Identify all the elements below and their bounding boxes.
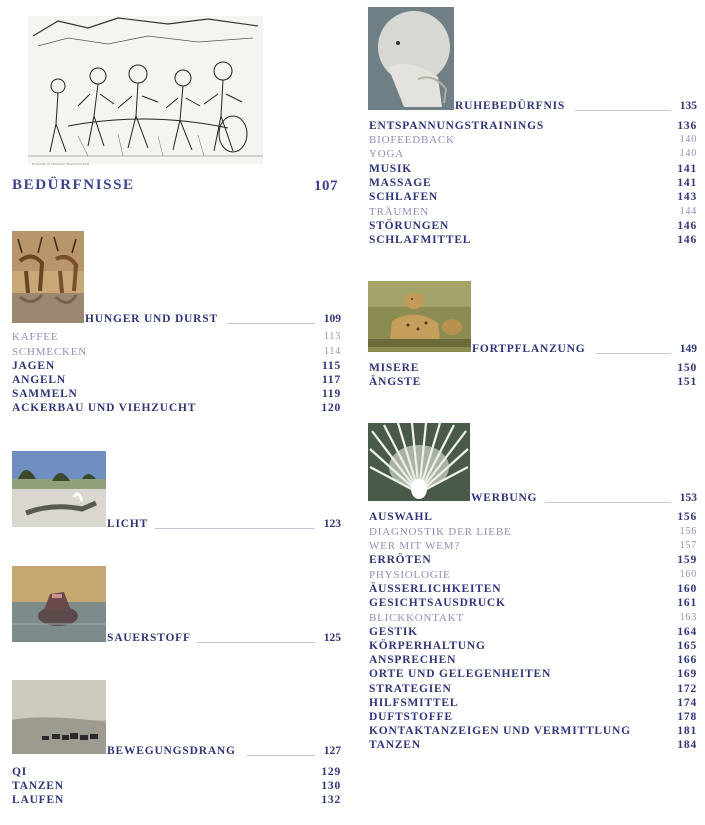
toc-entry-page: 119 [321, 388, 341, 400]
hippo-photo [12, 566, 106, 642]
lizard-photo [12, 451, 106, 527]
toc-entry-page: 151 [677, 376, 697, 388]
toc-entry[interactable] [369, 568, 697, 582]
toc-entry[interactable] [369, 653, 697, 667]
toc-entry-label: ANGELN [12, 374, 67, 386]
toc-entry[interactable] [369, 233, 697, 247]
section-fort-label: FORTPFLANZUNG [472, 343, 586, 355]
toc-entry-label: QI [12, 766, 28, 778]
woodcut-illustration [28, 16, 263, 164]
toc-entry-label: ORTE UND GELEGENHEITEN [369, 668, 552, 680]
toc-entry-label: DUFTSTOFFE [369, 711, 453, 723]
toc-entry-page: 174 [677, 697, 697, 709]
toc-entry[interactable] [369, 611, 697, 625]
toc-entry-page: 140 [679, 134, 697, 145]
section-licht[interactable] [107, 516, 341, 532]
section-sauerstoff-label: SAUERSTOFF [107, 632, 191, 644]
toc-entry-page: 164 [677, 626, 697, 638]
toc-entry-label: SCHLAFEN [369, 191, 439, 203]
toc-entry-page: 150 [677, 362, 697, 374]
toc-entry-label: SCHLAFMITTEL [369, 234, 472, 246]
toc-entry-label: AUSWAHL [369, 511, 433, 523]
leader-rule [575, 110, 671, 111]
section-werbung-page: 153 [679, 492, 697, 504]
toc-entry-page: 117 [321, 374, 341, 386]
cheetah-photo [368, 281, 471, 352]
toc-entry[interactable] [12, 793, 341, 807]
toc-entry-page: 156 [679, 526, 697, 537]
section-werbung[interactable] [471, 490, 697, 506]
toc-entry[interactable] [369, 525, 697, 539]
toc-entry-label: YOGA [369, 148, 404, 160]
leader-rule [155, 528, 315, 529]
section-bewegung[interactable] [107, 743, 341, 759]
toc-entry[interactable] [12, 387, 341, 401]
toc-entry[interactable] [369, 147, 697, 161]
toc-entry-page: 130 [321, 780, 341, 792]
toc-entry[interactable] [369, 582, 697, 596]
toc-entry[interactable] [369, 667, 697, 681]
toc-entry[interactable] [369, 596, 697, 610]
toc-entry[interactable] [12, 373, 341, 387]
toc-entry-page: 136 [677, 120, 697, 132]
chapter-title: BEDÜRFNISSE [12, 177, 135, 193]
toc-entry-label: SCHMECKEN [12, 346, 88, 358]
toc-entry-label: TRÄUMEN [369, 206, 429, 218]
toc-entry[interactable] [12, 359, 341, 373]
section-ruhe-label: RUHEBEDÜRFNIS [455, 100, 566, 112]
toc-entry[interactable] [369, 119, 697, 133]
toc-entry-label: BIOFEEDBACK [369, 134, 455, 146]
section-hunger-label: HUNGER UND DURST [85, 313, 218, 325]
section-sauerstoff-page: 125 [323, 632, 341, 644]
toc-entry-label: ANSPRECHEN [369, 654, 457, 666]
section-bewegung-page: 127 [323, 745, 341, 757]
toc-entry-label: LAUFEN [12, 794, 65, 806]
toc-entry-label: GESICHTSAUSDRUCK [369, 597, 506, 609]
toc-entry[interactable] [369, 553, 697, 567]
toc-entry-label: WER MIT WEM? [369, 540, 461, 552]
toc-entry-page: 157 [679, 540, 697, 551]
toc-entry-label: KAFFEE [12, 331, 59, 343]
section-ruhe-page: 135 [679, 100, 697, 112]
toc-entry-page: 159 [677, 554, 697, 566]
toc-entry-label: ENTSPANNUNGSTRAININGS [369, 120, 545, 132]
toc-entry-page: 156 [677, 511, 697, 523]
toc-entry-page: 160 [677, 583, 697, 595]
section-licht-label: LICHT [107, 518, 149, 530]
section-fort-page: 149 [679, 343, 697, 355]
toc-entry-label: ÄNGSTE [369, 376, 422, 388]
toc-entry-label: JAGEN [12, 360, 55, 372]
toc-entry[interactable] [12, 401, 341, 415]
toc-entry-page: 141 [677, 163, 697, 175]
toc-entry-page: 115 [321, 360, 341, 372]
section-ruhe[interactable] [455, 98, 697, 114]
toc-entry-page: 184 [677, 739, 697, 751]
toc-entry[interactable] [12, 765, 341, 779]
toc-entry-page: 160 [679, 569, 697, 580]
leader-rule [197, 642, 315, 643]
toc-entry-label: TANZEN [369, 739, 421, 751]
leader-rule [596, 353, 671, 354]
toc-entry[interactable] [369, 625, 697, 639]
toc-entry-label: PHYSIOLOGIE [369, 569, 451, 581]
toc-entry-page: 163 [679, 612, 697, 623]
toc-entry[interactable] [369, 219, 697, 233]
toc-entry[interactable] [369, 361, 697, 375]
toc-entry-label: DIAGNOSTIK DER LIEBE [369, 526, 512, 538]
toc-entry-label: MISERE [369, 362, 420, 374]
toc-entry-page: 120 [321, 402, 341, 414]
toc-entry-label: HILFSMITTEL [369, 697, 459, 709]
chapter-page: 107 [314, 178, 338, 194]
section-licht-page: 123 [323, 518, 341, 530]
toc-entry-label: ERRÖTEN [369, 554, 432, 566]
toc-entry[interactable] [369, 682, 697, 696]
toc-entry[interactable] [369, 696, 697, 710]
toc-entry-label: KONTAKTANZEIGEN UND VERMITTLUNG [369, 725, 631, 737]
toc-entry-label: KÖRPERHALTUNG [369, 640, 486, 652]
leader-rule [227, 323, 315, 324]
toc-entry-page: 161 [677, 597, 697, 609]
toc-entry[interactable] [369, 190, 697, 204]
toc-entry[interactable] [12, 345, 341, 359]
toc-entry[interactable] [369, 539, 697, 553]
leader-rule [247, 755, 315, 756]
toc-entry[interactable] [369, 724, 697, 738]
toc-entry-page: 140 [679, 148, 697, 159]
leader-rule [545, 502, 671, 503]
section-bewegung-label: BEWEGUNGSDRANG [107, 745, 236, 757]
toc-entry[interactable] [12, 330, 341, 344]
toc-entry[interactable] [369, 205, 697, 219]
toc-entry-label: BLICKKONTAKT [369, 612, 464, 624]
wildebeest-photo [12, 680, 106, 754]
toc-entry-page: 169 [677, 668, 697, 680]
toc-entry-page: 132 [321, 794, 341, 806]
toc-entry[interactable] [369, 710, 697, 724]
polar-bear-photo [368, 7, 454, 110]
toc-entry-label: ÄUSSERLICHKEITEN [369, 583, 502, 595]
toc-entry-label: TANZEN [12, 780, 64, 792]
toc-entry[interactable] [369, 738, 697, 752]
section-sauerstoff[interactable] [107, 630, 341, 646]
toc-entry[interactable] [12, 779, 341, 793]
toc-entry[interactable] [369, 639, 697, 653]
toc-entry[interactable] [369, 162, 697, 176]
toc-entry-page: 166 [677, 654, 697, 666]
toc-entry-page: 181 [677, 725, 697, 737]
toc-entry[interactable] [369, 133, 697, 147]
section-hunger[interactable] [85, 311, 341, 327]
toc-entry-page: 146 [677, 220, 697, 232]
toc-entry-label: GESTIK [369, 626, 418, 638]
toc-entry-label: STÖRUNGEN [369, 220, 450, 232]
toc-entry-label: MASSAGE [369, 177, 432, 189]
toc-entry-page: 165 [677, 640, 697, 652]
toc-entry-page: 172 [677, 683, 697, 695]
toc-entry-label: STRATEGIEN [369, 683, 452, 695]
toc-entry-page: 114 [323, 346, 341, 357]
section-hunger-page: 109 [323, 313, 341, 325]
toc-entry-label: ACKERBAU UND VIEHZUCHT [12, 402, 197, 414]
toc-entry-page: 129 [321, 766, 341, 778]
toc-entry-page: 178 [677, 711, 697, 723]
toc-entry-label: MUSIK [369, 163, 412, 175]
peacock-photo [368, 423, 470, 501]
antelope-photo [12, 231, 84, 323]
toc-entry-page: 113 [323, 331, 341, 342]
section-werbung-label: WERBUNG [471, 492, 538, 504]
toc-entry-page: 141 [677, 177, 697, 189]
toc-entry[interactable] [369, 176, 697, 190]
toc-entry-page: 144 [679, 206, 697, 217]
toc-entry[interactable] [369, 510, 697, 524]
section-fort[interactable] [472, 341, 697, 357]
toc-entry-page: 143 [677, 191, 697, 203]
toc-entry[interactable] [369, 375, 697, 389]
toc-entry-page: 146 [677, 234, 697, 246]
image-caption: Holzschnitt 16. Jahrhundert, Bauern beim Mahl [32, 162, 90, 166]
toc-entry-label: SAMMELN [12, 388, 78, 400]
